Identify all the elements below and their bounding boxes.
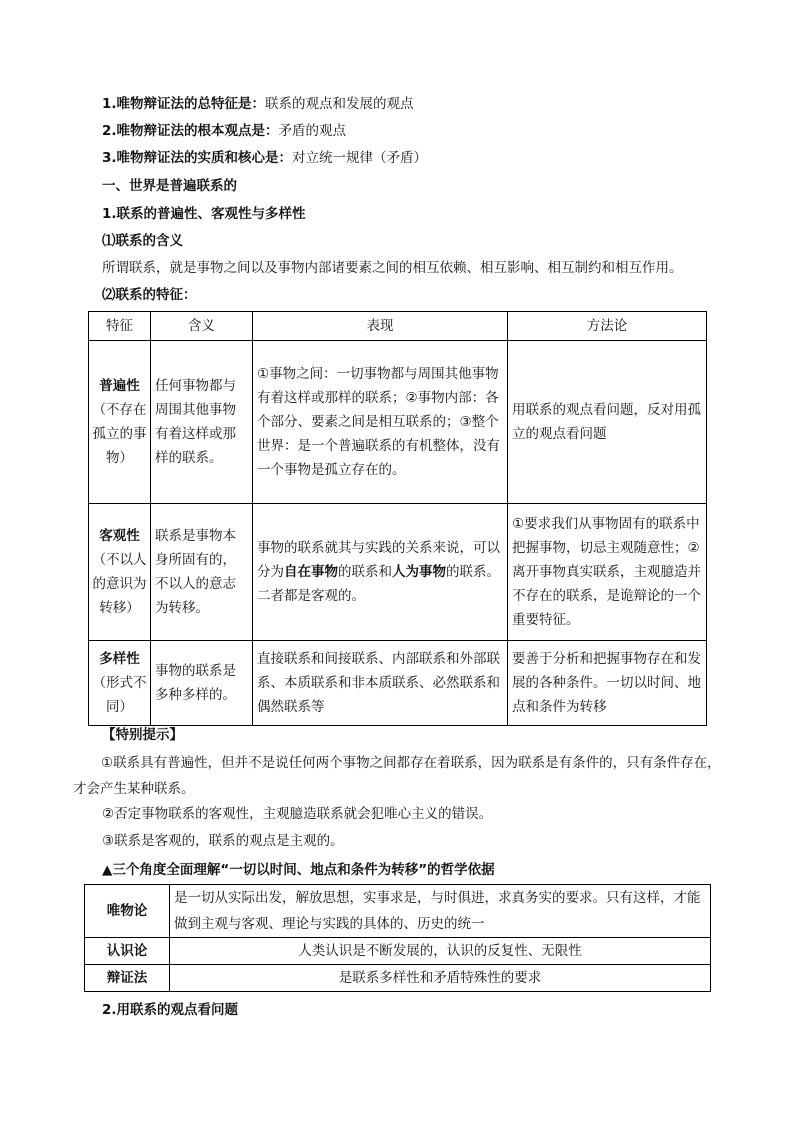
- expression-cell: ①事物之间：一切事物都与周围其他事物有着这样或那样的联系；②事物内部：各个部分、要素之间是相互联系的；③整个世界：是一个普遍联系的有机整体，没有一个事物是孤立存在的。: [253, 341, 508, 504]
- section-heading: 一、世界是普遍联系的: [102, 178, 237, 194]
- expression-cell: 直接联系和间接联系、内部联系和外部联系、本质联系和非本质联系、必然联系和偶然联系等: [253, 641, 508, 726]
- tip-1: ①联系具有普遍性，但并不是说任何两个事物之间都存在着联系，因为联系是有条件的，只有条件存在，才会产生某种联系。: [73, 755, 721, 797]
- basis-text: 是联系多样性和矛盾特殊性的要求: [170, 965, 711, 992]
- method-cell: ①要求我们从事物固有的联系中把握事物，切忌主观随意性；②离开事物真实联系，主观臆造并不存在的联系，是诡辩论的一个重要特征。: [508, 504, 707, 641]
- table-header-row: [89, 312, 707, 341]
- meaning-cell: 任何事物都与周围其他事物有着这样或那样的联系。: [151, 341, 253, 504]
- feature-cell: [89, 641, 151, 726]
- point-1: [102, 94, 414, 114]
- point-2: [102, 121, 346, 141]
- tip-heading: 【特别提示】: [102, 727, 183, 743]
- expression-bold: 人为事物: [392, 564, 446, 580]
- feature-note: （不存在孤立的事物）: [92, 402, 147, 466]
- point-label: 3.唯物辩证法的实质和核心是：: [102, 150, 293, 166]
- table-header: 方法论: [508, 312, 707, 341]
- point-label: 1.唯物辩证法的总特征是：: [102, 96, 266, 112]
- feature-note: （形式不同）: [92, 675, 147, 715]
- basis-table: [84, 884, 711, 992]
- table-header: 表现: [253, 312, 508, 341]
- feature-cell: [89, 504, 151, 641]
- table-header: 特征: [89, 312, 151, 341]
- table-row: [89, 504, 707, 641]
- expression-text: 事物的联系就其与实践的关系来说，可以分为: [257, 540, 500, 580]
- feature-name: 多样性: [99, 651, 140, 667]
- tip-2: ②否定事物联系的客观性，主观臆造联系就会犯唯心主义的错误。: [102, 806, 493, 822]
- subsection-heading: 2.用联系的观点看问题: [102, 1002, 239, 1018]
- basis-name: 唯物论: [85, 885, 170, 938]
- basis-name: 认识论: [85, 938, 170, 965]
- point-text: 对立统一规律（矛盾）: [292, 150, 428, 166]
- table-row: [85, 885, 711, 938]
- expression-cell: [253, 504, 508, 641]
- paragraph: 所谓联系，就是事物之间以及事物内部诸要素之间的相互依赖、相互影响、相互制约和相互作用。: [102, 260, 683, 276]
- item-heading: ⑵联系的特征：: [102, 287, 197, 303]
- table-row: [85, 965, 711, 992]
- method-cell: 用联系的观点看问题，反对用孤立的观点看问题: [508, 341, 707, 504]
- tip-3: ③联系是客观的，联系的观点是主观的。: [102, 833, 344, 849]
- table-row: [89, 641, 707, 726]
- point-3: [102, 148, 427, 168]
- basis-heading: ▲三个角度全面理解“一切以时间、地点和条件为转移”的哲学依据: [102, 862, 495, 878]
- expression-bold: 自在事物: [284, 564, 338, 580]
- basis-text: 是一切从实际出发，解放思想，实事求是，与时俱进，求真务实的要求。只有这样，才能做到主观与客观、理论与实践的具体的、历史的统一: [170, 885, 711, 938]
- item-heading: ⑴联系的含义: [102, 233, 183, 249]
- feature-note: （不以人的意识为转移）: [92, 552, 147, 616]
- basis-name: 辩证法: [85, 965, 170, 992]
- features-table: [88, 311, 707, 726]
- table-row: [89, 341, 707, 504]
- method-cell: 要善于分析和把握事物存在和发展的各种条件。一切以时间、地点和条件为转移: [508, 641, 707, 726]
- expression-text: 的联系和: [338, 564, 392, 580]
- subsection-heading: 1.联系的普遍性、客观性与多样性: [102, 206, 306, 222]
- feature-name: 普遍性: [99, 378, 140, 394]
- meaning-cell: 联系是事物本身所固有的，不以人的意志为转移。: [151, 504, 253, 641]
- expression-text: 的联系。二者都是客观的。: [257, 564, 500, 604]
- table-header: 含义: [151, 312, 253, 341]
- feature-cell: [89, 341, 151, 504]
- point-text: 矛盾的观点: [278, 123, 347, 139]
- basis-text: 人类认识是不断发展的，认识的反复性、无限性: [170, 938, 711, 965]
- feature-name: 客观性: [99, 528, 140, 544]
- meaning-cell: 事物的联系是多种多样的。: [151, 641, 253, 726]
- point-text: 联系的观点和发展的观点: [265, 96, 414, 112]
- table-row: [85, 938, 711, 965]
- point-label: 2.唯物辩证法的根本观点是：: [102, 123, 279, 139]
